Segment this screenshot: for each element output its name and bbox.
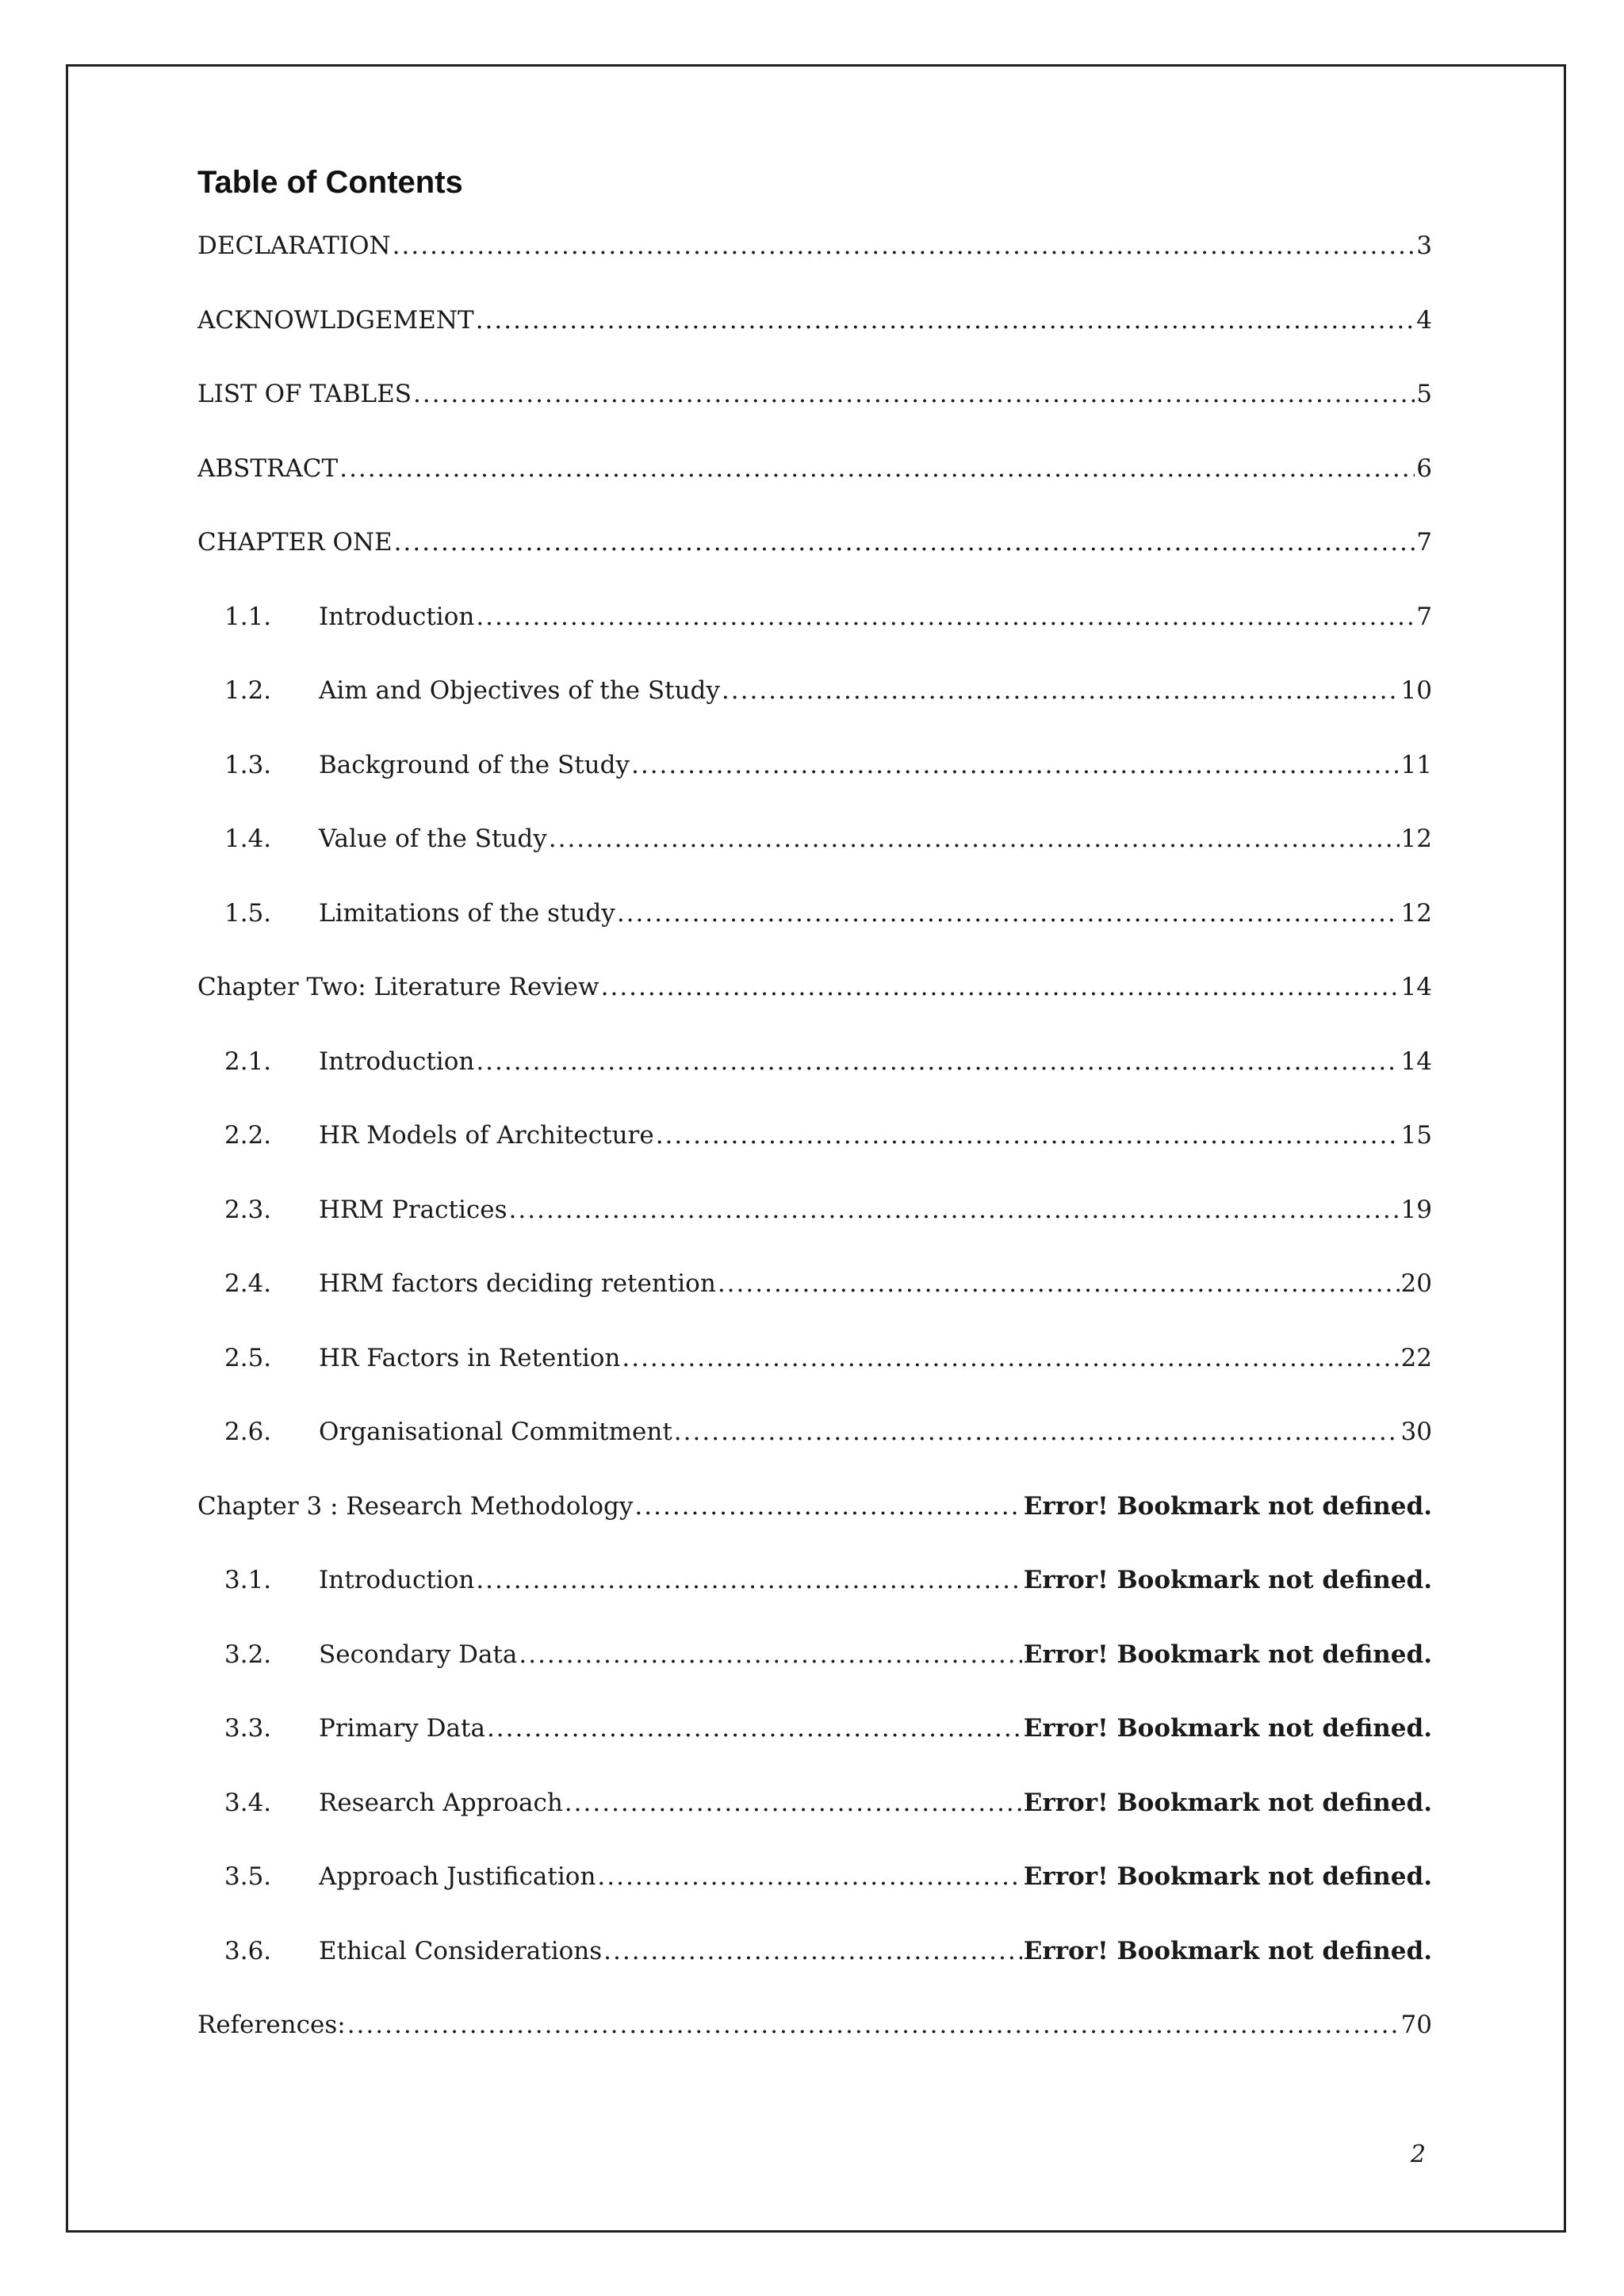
toc-entry-title: Aim and Objectives of the Study xyxy=(319,676,720,705)
toc-entry[interactable] xyxy=(197,1418,1432,1492)
toc-entry[interactable] xyxy=(197,603,1432,677)
toc-list xyxy=(197,232,1432,2085)
toc-entry-error: Error! Bookmark not defined. xyxy=(1023,1936,1432,1965)
toc-entry-page: 4 xyxy=(1416,305,1432,335)
toc-entry-number: 3.3. xyxy=(224,1714,272,1743)
toc-entry-title: ABSTRACT xyxy=(197,453,339,483)
toc-entry-number: 3.6. xyxy=(224,1936,272,1965)
toc-entry-page: 20 xyxy=(1400,1269,1432,1298)
toc-content xyxy=(197,166,1432,2085)
toc-entry-page: 7 xyxy=(1416,602,1432,631)
toc-entry-number: 2.6. xyxy=(224,1418,272,1446)
toc-entry[interactable] xyxy=(197,676,1432,751)
toc-entry-title: Organisational Commitment xyxy=(319,1418,672,1446)
toc-entry-page: 22 xyxy=(1400,1343,1432,1372)
toc-entry-number: 2.4. xyxy=(224,1269,272,1298)
toc-entry-page: 14 xyxy=(1400,1047,1432,1076)
toc-entry-title: Limitations of the study xyxy=(319,898,615,928)
toc-entry-title: Research Approach xyxy=(319,1788,563,1817)
toc-entry-page: 15 xyxy=(1400,1121,1432,1150)
page-number: 2 xyxy=(1410,2141,1426,2168)
toc-entry[interactable] xyxy=(197,1862,1432,1937)
toc-entry-title: Introduction xyxy=(319,602,475,631)
dot-leader xyxy=(413,380,1415,408)
toc-entry-title: Secondary Data xyxy=(319,1640,518,1669)
dot-leader xyxy=(394,528,1415,557)
toc-entry[interactable] xyxy=(197,232,1432,306)
toc-entry[interactable] xyxy=(197,306,1432,381)
toc-entry-title: Chapter Two: Literature Review xyxy=(197,973,599,1001)
toc-entry-error: Error! Bookmark not defined. xyxy=(1023,1714,1432,1743)
toc-entry-title: HR Models of Architecture xyxy=(319,1121,654,1150)
toc-entry-number: 3.1. xyxy=(224,1566,272,1594)
toc-entry-title: HRM factors deciding retention xyxy=(319,1269,716,1298)
toc-entry-title: Introduction xyxy=(319,1566,475,1594)
toc-entry-title: HR Factors in Retention xyxy=(319,1343,621,1372)
toc-entry-title: Value of the Study xyxy=(319,825,547,853)
dot-leader xyxy=(339,454,1415,483)
toc-entry[interactable] xyxy=(197,1492,1432,1567)
toc-entry[interactable] xyxy=(197,1121,1432,1196)
toc-entry-error: Error! Bookmark not defined. xyxy=(1023,1491,1432,1521)
toc-entry-number: 3.5. xyxy=(224,1862,272,1891)
toc-entry-number: 3.4. xyxy=(224,1788,272,1817)
toc-entry-title: ACKNOWLDGEMENT xyxy=(197,305,474,335)
toc-entry-number: 2.3. xyxy=(224,1195,272,1224)
dot-leader xyxy=(476,1566,1021,1594)
toc-entry[interactable] xyxy=(197,825,1432,899)
dot-leader xyxy=(718,1269,1400,1298)
dot-leader xyxy=(565,1789,1022,1817)
toc-entry[interactable] xyxy=(197,454,1432,529)
toc-entry-page: 70 xyxy=(1400,2011,1432,2039)
toc-entry-title: Chapter 3 : Research Methodology xyxy=(197,1491,634,1521)
dot-leader xyxy=(347,2011,1400,2039)
toc-entry[interactable] xyxy=(197,1196,1432,1270)
toc-entry[interactable] xyxy=(197,899,1432,974)
toc-entry-page: 11 xyxy=(1400,750,1432,779)
toc-entry-title: DECLARATION xyxy=(197,232,391,260)
dot-leader xyxy=(601,973,1400,1001)
dot-leader xyxy=(603,1937,1022,1965)
toc-entry-page: 10 xyxy=(1400,676,1432,705)
dot-leader xyxy=(519,1640,1021,1669)
toc-entry-title: Background of the Study xyxy=(319,750,630,779)
dot-leader xyxy=(487,1714,1022,1743)
toc-entry-page: 3 xyxy=(1416,232,1432,260)
toc-entry-title: Primary Data xyxy=(319,1714,485,1743)
toc-entry[interactable] xyxy=(197,1566,1432,1640)
toc-entry-number: 2.5. xyxy=(224,1343,272,1372)
toc-entry[interactable] xyxy=(197,1714,1432,1789)
toc-entry-title: Introduction xyxy=(319,1047,475,1076)
toc-entry-title: CHAPTER ONE xyxy=(197,528,393,557)
toc-entry-title: HRM Practices xyxy=(319,1195,508,1224)
toc-entry-number: 3.2. xyxy=(224,1640,272,1669)
dot-leader xyxy=(476,306,1415,335)
dot-leader xyxy=(597,1862,1021,1891)
toc-entry-title: LIST OF TABLES xyxy=(197,380,412,408)
toc-entry[interactable] xyxy=(197,1047,1432,1122)
dot-leader xyxy=(634,1492,1021,1521)
toc-entry-number: 1.4. xyxy=(224,825,272,853)
toc-entry[interactable] xyxy=(197,1344,1432,1418)
dot-leader xyxy=(674,1418,1400,1446)
dot-leader xyxy=(722,676,1400,705)
toc-entry[interactable] xyxy=(197,1640,1432,1715)
dot-leader xyxy=(656,1121,1400,1150)
toc-entry[interactable] xyxy=(197,2011,1432,2085)
toc-entry-page: 12 xyxy=(1400,898,1432,928)
dot-leader xyxy=(617,899,1400,928)
toc-entry-title: Ethical Considerations xyxy=(319,1936,603,1965)
toc-entry-error: Error! Bookmark not defined. xyxy=(1023,1640,1432,1669)
toc-entry-error: Error! Bookmark not defined. xyxy=(1023,1788,1432,1817)
toc-entry-page: 12 xyxy=(1400,825,1432,853)
toc-entry-error: Error! Bookmark not defined. xyxy=(1023,1566,1432,1594)
toc-entry[interactable] xyxy=(197,1937,1432,2011)
toc-title: Table of Contents xyxy=(197,165,463,200)
toc-entry-title: References: xyxy=(197,2011,346,2039)
toc-entry-number: 1.3. xyxy=(224,750,272,779)
toc-entry-error: Error! Bookmark not defined. xyxy=(1023,1862,1432,1891)
toc-entry[interactable] xyxy=(197,973,1432,1047)
toc-entry-title: Approach Justification xyxy=(319,1862,596,1891)
dot-leader xyxy=(549,825,1400,853)
toc-entry-page: 7 xyxy=(1416,528,1432,557)
toc-entry-number: 1.2. xyxy=(224,676,272,705)
dot-leader xyxy=(393,232,1415,260)
dot-leader xyxy=(622,1344,1399,1372)
toc-entry-page: 30 xyxy=(1400,1418,1432,1446)
toc-entry-page: 6 xyxy=(1416,453,1432,483)
toc-entry-page: 19 xyxy=(1400,1195,1432,1224)
toc-entry-number: 2.2. xyxy=(224,1121,272,1150)
toc-entry-page: 14 xyxy=(1400,973,1432,1001)
dot-leader xyxy=(631,751,1400,779)
toc-entry-number: 1.1. xyxy=(224,602,272,631)
dot-leader xyxy=(476,603,1415,631)
toc-entry[interactable] xyxy=(197,751,1432,825)
toc-entry-page: 5 xyxy=(1416,380,1432,408)
dot-leader xyxy=(476,1047,1399,1076)
toc-entry[interactable] xyxy=(197,528,1432,603)
toc-entry-number: 2.1. xyxy=(224,1047,272,1076)
toc-entry[interactable] xyxy=(197,1789,1432,1863)
toc-entry[interactable] xyxy=(197,380,1432,454)
toc-entry[interactable] xyxy=(197,1269,1432,1344)
toc-entry-number: 1.5. xyxy=(224,898,272,928)
dot-leader xyxy=(508,1196,1399,1224)
